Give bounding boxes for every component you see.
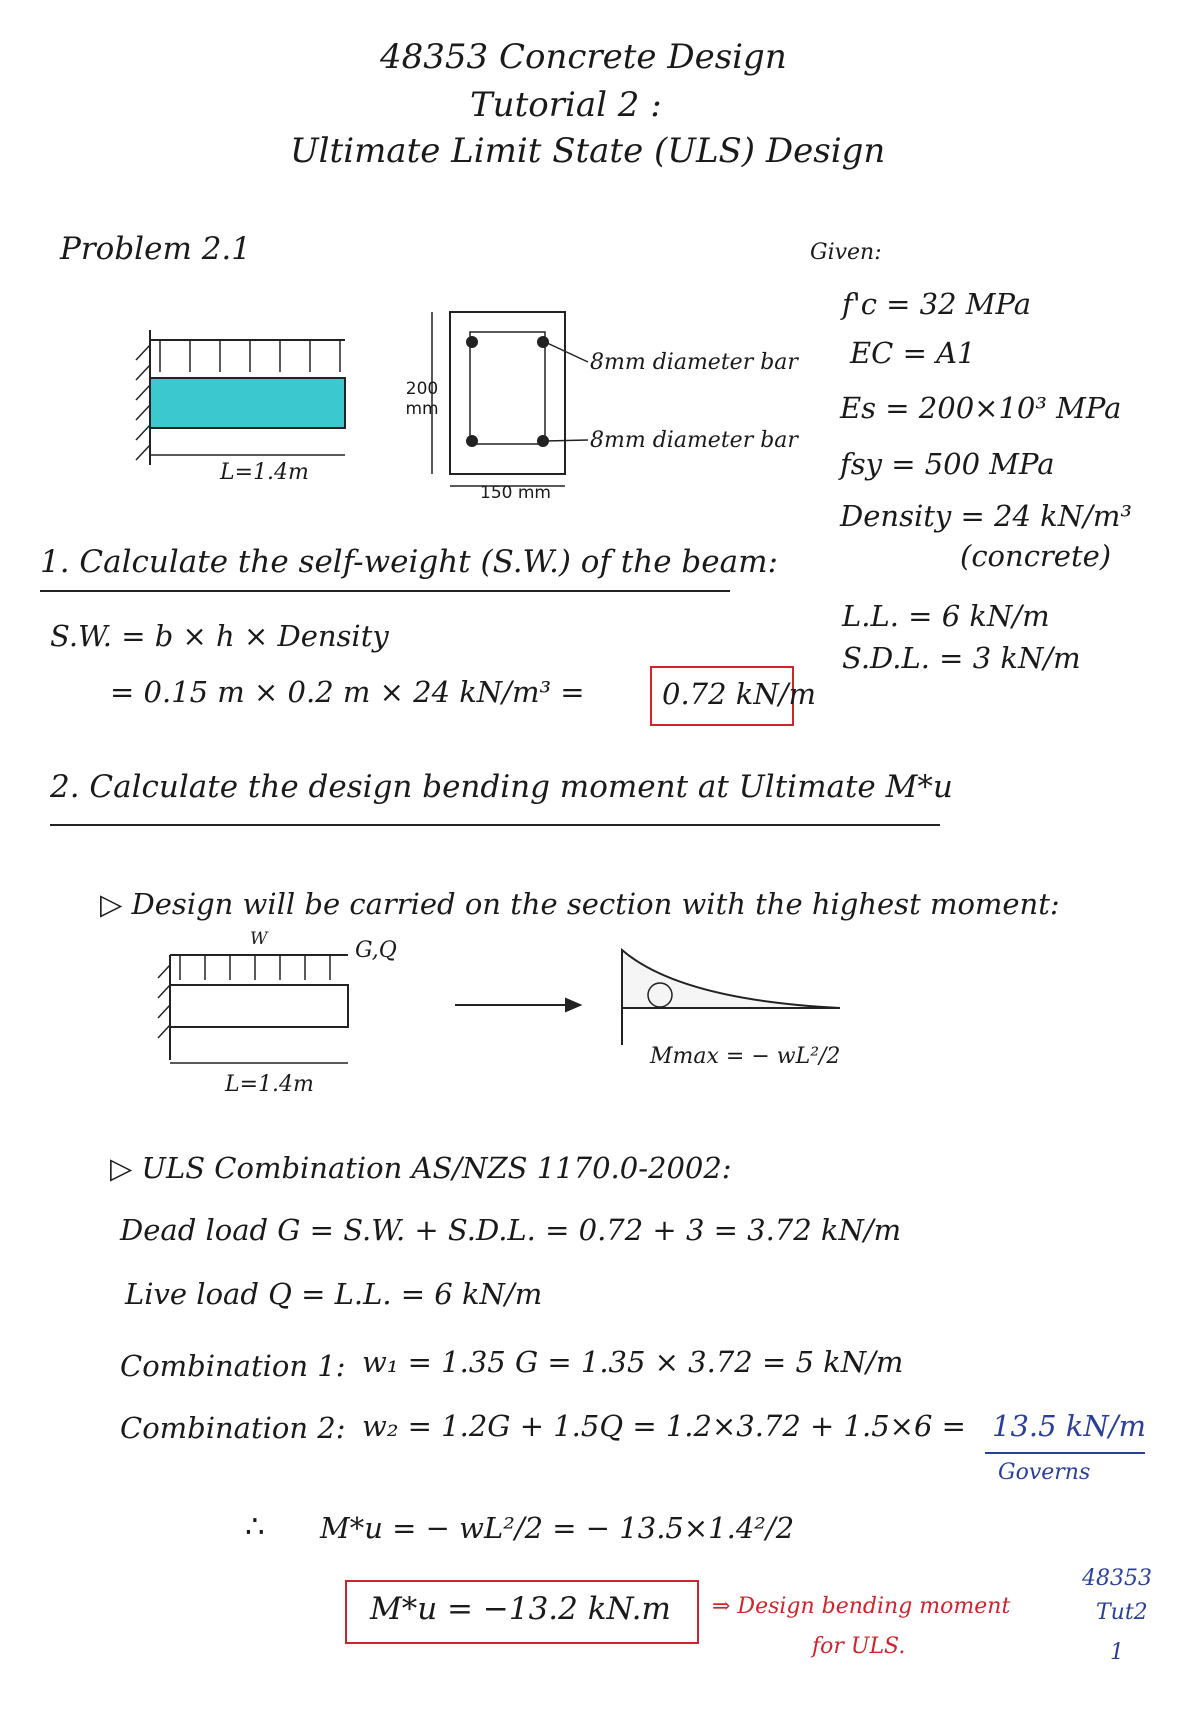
given-sdl: S.D.L. = 3 kN/m — [842, 641, 1081, 675]
dead-load-line: Dead load G = S.W. + S.D.L. = 0.72 + 3 = 3.72 kN/m — [120, 1213, 902, 1247]
given-density: Density = 24 kN/m³ — [840, 499, 1132, 533]
problem-beam-diagram — [136, 330, 345, 465]
page-tag-course: 48353 — [1082, 1566, 1152, 1591]
step1-calculation: = 0.15 m × 0.2 m × 24 kN/m³ = — [110, 675, 585, 709]
step2-heading: 2. Calculate the design bending moment at Ultimate M*u — [50, 769, 953, 805]
combination-1: w₁ = 1.35 G = 1.35 × 3.72 = 5 kN/m — [362, 1345, 904, 1379]
given-fsy: fsy = 500 MPa — [840, 447, 1055, 481]
section-width-label: 150 mm — [480, 483, 551, 503]
combination-2: w₂ = 1.2G + 1.5Q = 1.2×3.72 + 1.5×6 = — [362, 1409, 966, 1443]
given-density-note: (concrete) — [960, 539, 1112, 573]
design-moment-note-2: for ULS. — [812, 1634, 906, 1659]
mmax-formula: Mmax = − wL²/2 — [650, 1044, 841, 1069]
given-es: Es = 200×10³ MPa — [840, 391, 1122, 425]
section-depth-label: 200 mm — [405, 379, 439, 419]
problem-label: Problem 2.1 — [60, 231, 251, 267]
cantilever-beam — [170, 985, 348, 1027]
highest-moment-note: ▷ Design will be carried on the section with the highest moment: — [100, 887, 1060, 921]
beam-body — [150, 378, 345, 428]
cross-section-diagram — [432, 312, 588, 486]
course-title: 48353 Concrete Design — [380, 37, 787, 77]
given-heading: Given: — [810, 240, 882, 265]
given-ec: EC = A1 — [850, 336, 976, 370]
combination-1-label: Combination 1: — [120, 1349, 346, 1383]
top-left-bar — [467, 337, 477, 347]
top-bar-leader — [545, 342, 588, 362]
live-load-line: Live load Q = L.L. = 6 kN/m — [125, 1277, 543, 1311]
beam-span-label: L=1.4m — [220, 460, 309, 485]
top-bar-label: 8mm diameter bar — [590, 350, 798, 375]
combination-2-result: 13.5 kN/m — [992, 1409, 1147, 1443]
moment-formula: M*u = − wL²/2 = − 13.5×1.4²/2 — [320, 1511, 795, 1545]
cantilever-span-label: L=1.4m — [225, 1072, 314, 1097]
section-outline — [450, 312, 565, 474]
load-arrows — [180, 955, 330, 980]
moment-diagram — [622, 950, 840, 1008]
loaded-cantilever-diagram — [158, 950, 840, 1063]
page-tag-page: 1 — [1110, 1640, 1124, 1665]
bottom-bar-label: 8mm diameter bar — [590, 428, 798, 453]
given-fc: f'c = 32 MPa — [842, 287, 1031, 321]
fixed-support-hatch — [136, 345, 150, 460]
bottom-bar-leader — [545, 440, 588, 441]
uls-heading: ▷ ULS Combination AS/NZS 1170.0-2002: — [110, 1151, 732, 1185]
udl-arrows — [160, 340, 340, 372]
self-weight-result: 0.72 kN/m — [662, 677, 817, 711]
page-subtitle: Ultimate Limit State (ULS) Design — [290, 131, 886, 171]
design-moment-note: ⇒ Design bending moment — [712, 1594, 1011, 1619]
step1-heading: 1. Calculate the self-weight (S.W.) of the beam: — [40, 544, 778, 580]
moment-result: M*u = −13.2 kN.m — [370, 1591, 671, 1627]
combination-2-label: Combination 2: — [120, 1411, 346, 1445]
stirrup — [470, 332, 545, 444]
therefore-symbol: ∴ — [245, 1509, 265, 1545]
tutorial-title: Tutorial 2 : — [470, 85, 662, 125]
step1-formula: S.W. = b × h × Density — [50, 619, 389, 653]
governs-note: Governs — [998, 1460, 1091, 1485]
page-tag-tutorial: Tut2 — [1096, 1600, 1148, 1625]
load-gq-label: G,Q — [355, 938, 397, 963]
load-w-label: W — [250, 929, 268, 949]
bottom-left-bar — [467, 436, 477, 446]
given-live-load: L.L. = 6 kN/m — [842, 599, 1050, 633]
